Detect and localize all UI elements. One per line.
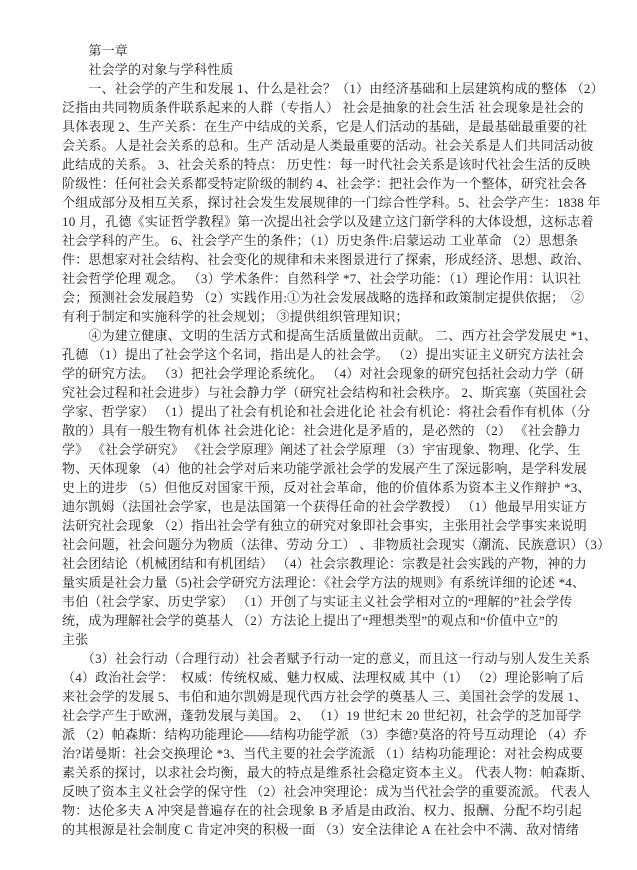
text-line: 泛指由共同物质条件联系起来的人群（专指人） 社会是抽象的社会生活 社会现象是社会的 [62,100,584,115]
text-line: 物：达伦多夫 A 冲突是普遍存在的社会现象 B 矛盾是由政治、权力、报酬、分配不均引起 [62,803,582,818]
text-line: 学的研究方法。 （3）把社会学理论系统化。 （4）对社会现象的研究包括社会动力学（研 [62,366,584,381]
text-line: 一、社会学的产生和发展 1、什么是社会？（1）由经济基础和上层建筑构成的整体 （2） [62,81,604,96]
text-line: 统，成为理解社会学的奠基人 （2）方法论上提出了“理想类型”的观点和“价值中立”的 [62,613,559,628]
text-line: 社会学科的产生。 6、社会学产生的条件；（1）历史条件:启蒙运动 工业革命 （2）思想条 [62,233,579,248]
text-line: 史上的进步 （5）但他反对国家干预，反对社会革命，他的价值体系为资本主义作辩护 *3、 [62,480,591,495]
text-line: 孔德 （1）提出了社会学这个名词，指出是人的社会学。 （2）提出实证主义研究方法社会 [62,347,584,362]
text-line: （4）政治社会学： 权威：传统权威、魅力权威、法理权威 其中（1） （2）理论影响了后 [62,670,585,685]
text-line: 迪尔凯姆（法国社会学家，也是法国第一个获得任命的社会学教授） （1）他最早用实证方 [62,499,587,514]
document-text-block [62,41,611,839]
text-line: 的其根源是社会制度 C 肯定冲突的积极一面 （3）安全法律论 A 在社会中不满、敌对情绪 [62,822,579,837]
text-line: 社会团结论（机械团结和有机团结） （4）社会宗教理论：宗教是社会实践的产物，神的力 [62,556,587,571]
text-line: 治?诺曼斯：社会交换理论 *3、当代主要的社会学流派 （1）结构功能理论：对社会构成要 [62,746,584,761]
text-line: 法研究社会现象 （2）指出社会学有独立的研究对象即社会事实，主张用社会学事实来说明 [62,518,587,533]
text-line: 会关系。人是社会关系的总和。生产 活动是人类最重要的活动。社会关系是人们共同活动彼 [62,138,594,153]
text-line: 素关系的探讨，以求社会均衡，最大的特点是维系社会稳定资本主义。 代表人物：帕森斯、 [62,765,594,780]
text-line: 会；预测社会发展趋势 （2）实践作用:①为社会发展战略的选择和政策制定提供依据； ② [62,290,585,305]
text-line: 阶级性：任何社会关系都受特定阶级的制约 4、社会学：把社会作为一个整体，研究社会各 [62,176,587,191]
text-line: 来社会学的发展 5、韦伯和迪尔凯姆是现代西方社会学的奠基人 三、美国社会学的发展 1、 [62,689,588,704]
text-line: 10 月，孔德《实证哲学教程》第一次提出社会学以及建立这门新学科的大体设想，这标志着 [62,214,594,229]
text-line: 有利于制定和实施科学的社会规划； ③提供组织管理知识； [62,309,409,324]
text-line: 散的）具有一般生物有机体 社会进化论：社会进化是矛盾的，是必然的 （2） 《社会静力 [62,423,581,438]
text-line: 个组成部分及相互关系，探讨社会发生发展规律的一门综合性学科。5、社会学产生：1838 年 [62,195,601,210]
text-line: 社会哲学伦理 观念。 （3）学术条件：自然科学 *7、社会学功能：（1）理论作用：认识社 [62,271,582,286]
text-line: 此结成的关系。 3、社会关系的特点： 历史性：每一时代社会关系是该时代社会生活的反映 [62,157,591,172]
text-line: （3）社会行动（合理行动）社会者赋予行动一定的意义，而且这一行动与别人发生关系 [62,651,591,666]
text-line: 学》 《社会学研究》 《社会学原理》阐述了社会学原理 （3）宇宙现象、物理、化学、生 [62,442,581,457]
text-line: 物、天体现象 （4）他的社会学对后来功能学派社会学的发展产生了深远影响，是学科发展 [62,461,587,476]
text-line: 究社会过程和社会进步）与社会静力学（研究社会结构和社会秩序。 2、斯宾塞（英国社会 [62,385,587,400]
text-line: ④为建立健康、文明的生活方式和提高生活质量做出贡献。 二、西方社会学发展史 *1、 [62,328,598,343]
text-line: 社会学产生于欧洲，蓬勃发展与美国。 2、 （1）19 世纪末 20 世纪初，社会学的芝加哥学 [62,708,582,723]
text-line: 反映了资本主义社会学的保守性 （2）社会冲突理论：成为当代社会学的重要流派。 代表人 [62,784,591,799]
text-line: 社会学的对象与学科性质 [62,62,234,77]
text-line: 第一章 [62,43,129,58]
text-line: 具体表现 2、生产关系：在生产中结成的关系，它是人们活动的基础，是最基础最重要的社 [62,119,587,134]
text-line: 社会问题，社会问题分为物质（法律、劳动 分工） 、非物质社会现实（潮流、民族意识）（3） [62,537,611,552]
text-line: 学家、哲学家） （1）提出了社会有机论和社会进化论 社会有机论：将社会看作有机体（分 [62,404,591,419]
text-line: 量实质是社会力量（5)社会学研究方法理论：《社会学方法的规则》有系统详细的论述 *4、 [62,575,586,590]
text-line: 派 （2）帕森斯：结构功能理论——结构功能学派 （3）李德?莫洛的符号互动理论 （4）乔 [62,727,587,742]
text-line: 主张 [62,632,89,647]
text-line: 韦伯（社会学家、历史学家） （1）开创了与实证主义社会学相对立的“理解的”社会学传 [62,594,573,609]
text-line: 件：思想家对社会结构、社会变化的规律和未来图景进行了探索，形成经济、思想、政治、 [62,252,591,267]
